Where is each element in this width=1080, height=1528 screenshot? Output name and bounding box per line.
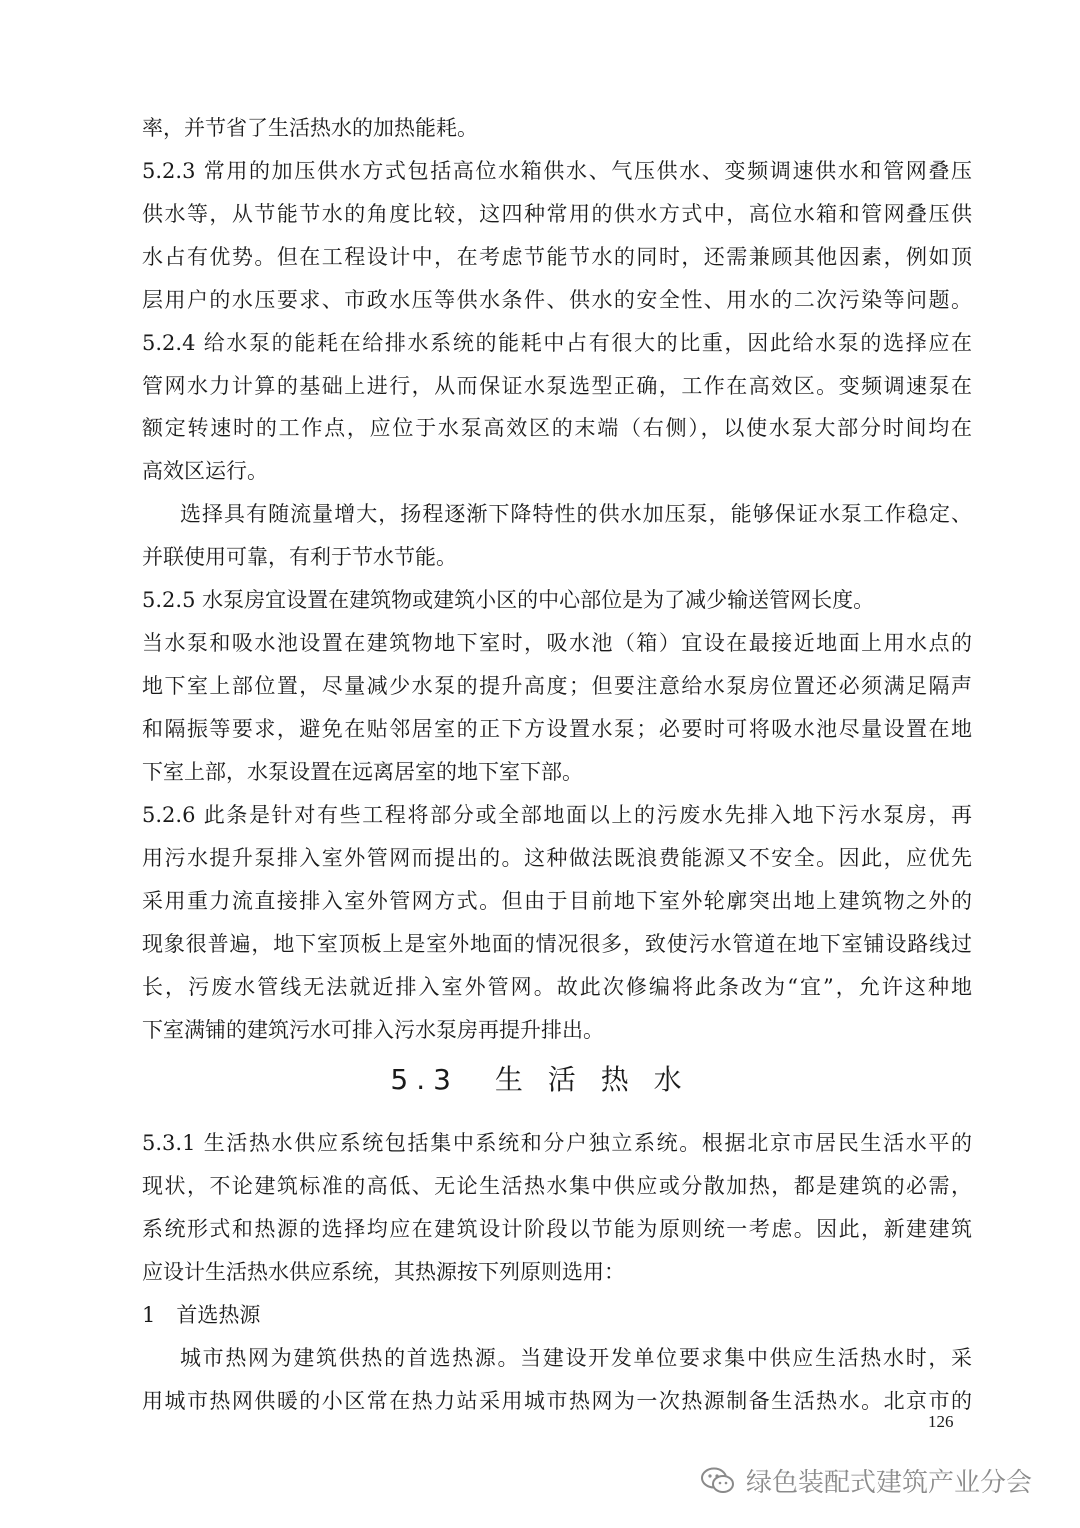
- text-line: 应设计生活热水供应系统，其热源按下列原则选用：: [142, 1260, 625, 1284]
- watermark-text: 绿色装配式建筑产业分会: [746, 1468, 1033, 1498]
- text-line: 用城市热网供暖的小区常在热力站采用城市热网为一次热源制备生活热水。北京市的: [142, 1389, 972, 1413]
- text-line: 5.2.3 常用的加压供水方式包括高位水箱供水、气压供水、变频调速供水和管网叠压: [142, 159, 972, 183]
- text-line: 下室满铺的建筑污水可排入污水泵房再提升排出。: [142, 1018, 604, 1042]
- text-line: 长，污废水管线无法就近排入室外管网。故此次修编将此条改为“宜”，允许这种地: [142, 975, 972, 999]
- text-line: 5.3.1 生活热水供应系统包括集中系统和分户独立系统。根据北京市居民生活水平的: [142, 1131, 972, 1155]
- text-line: 并联使用可靠，有利于节水节能。: [142, 545, 457, 569]
- text-line: 额定转速时的工作点，应位于水泵高效区的末端（右侧），以使水泵大部分时间均在: [142, 416, 972, 440]
- text-line: 5.2.5 水泵房宜设置在建筑物或建筑小区的中心部位是为了减少输送管网长度。: [142, 588, 875, 612]
- watermark: [700, 1462, 1032, 1499]
- page-number: 126: [928, 1412, 954, 1431]
- text-line: 地下室上部位置，尽量减少水泵的提升高度；但要注意给水泵房位置还必须满足隔声: [142, 674, 972, 698]
- text-line: 和隔振等要求，避免在贴邻居室的正下方设置水泵；必要时可将吸水池尽量设置在地: [142, 717, 972, 741]
- wechat-icon: [700, 1466, 736, 1496]
- text-line: 供水等，从节能节水的角度比较，这四种常用的供水方式中，高位水箱和管网叠压供: [142, 202, 972, 226]
- section-heading: 5.3 生 活 热 水: [390, 1063, 690, 1096]
- text-line: 用污水提升泵排入室外管网而提出的。这种做法既浪费能源又不安全。因此，应优先: [142, 846, 972, 870]
- text-line: 1 首选热源: [142, 1303, 261, 1327]
- text-line: 现象很普遍，地下室顶板上是室外地面的情况很多，致使污水管道在地下室铺设路线过: [142, 932, 972, 956]
- text-line: 采用重力流直接排入室外管网方式。但由于目前地下室外轮廓突出地上建筑物之外的: [142, 889, 972, 913]
- text-line: 水占有优势。但在工程设计中，在考虑节能节水的同时，还需兼顾其他因素，例如顶: [142, 245, 972, 269]
- text-line: 选择具有随流量增大，扬程逐渐下降特性的供水加压泵，能够保证水泵工作稳定、: [180, 502, 972, 526]
- text-line: 下室上部，水泵设置在远离居室的地下室下部。: [142, 760, 583, 784]
- text-line: 城市热网为建筑供热的首选热源。当建设开发单位要求集中供应生活热水时，采: [180, 1346, 972, 1370]
- text-line: 现状，不论建筑标准的高低、无论生活热水集中供应或分散加热，都是建筑的必需，: [142, 1174, 972, 1198]
- text-line: 当水泵和吸水池设置在建筑物地下室时，吸水池（箱）宜设在最接近地面上用水点的: [142, 631, 972, 655]
- text-line: 层用户的水压要求、市政水压等供水条件、供水的安全性、用水的二次污染等问题。: [142, 288, 972, 312]
- text-line: 5.2.6 此条是针对有些工程将部分或全部地面以上的污废水先排入地下污水泵房，再: [142, 803, 972, 827]
- text-line: 率，并节省了生活热水的加热能耗。: [142, 116, 478, 140]
- text-line: 管网水力计算的基础上进行，从而保证水泵选型正确，工作在高效区。变频调速泵在: [142, 374, 972, 398]
- text-line: 5.2.4 给水泵的能耗在给排水系统的能耗中占有很大的比重，因此给水泵的选择应在: [142, 331, 972, 355]
- text-line: 系统形式和热源的选择均应在建筑设计阶段以节能为原则统一考虑。因此，新建建筑: [142, 1217, 972, 1241]
- text-line: 高效区运行。: [142, 459, 268, 483]
